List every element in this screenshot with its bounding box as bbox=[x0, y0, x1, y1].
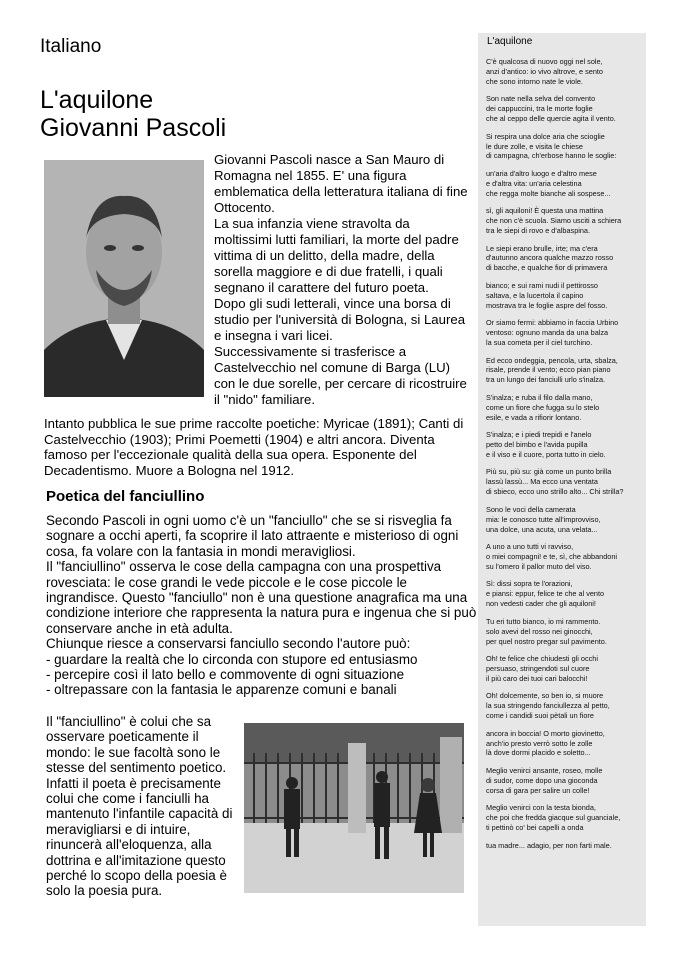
poem-stanza: un'aria d'altro luogo e d'altro mese e d'altra vita: un'aria celestina che regga molte bianche ali sospese... bbox=[486, 168, 611, 198]
bio-paragraph-publications: Intanto pubblica le sue prime raccolte poetiche: Myricae (1891); Canti di Castelvecchio (1903); Primi Poemetti (1904) e altri ancora. Diventa famoso per l'eccezionale qualità della sua opera. Esponente del Decadentismo. Muore a Bologna nel 1912. bbox=[44, 416, 464, 478]
poem-stanza: ancora in boccia! O morto giovinetto, anch'io presto verrò sotto le zolle là dove dormi placido e soletto... bbox=[486, 728, 605, 758]
poem-body bbox=[486, 57, 644, 858]
bio-paragraph: Successivamente si trasferisce a Castelvecchio nel comune di Barga (LU) con le due sorelle, per cercare di ricostruire il "nido" familiare. bbox=[214, 344, 467, 407]
title-line-poem: L'aquilone bbox=[40, 86, 154, 114]
poem-stanza: Meglio venirci ansante, roseo, molle di sudor, come dopo una gioconda corsa di gara per salire un colle! bbox=[486, 765, 603, 795]
author-portrait bbox=[44, 160, 204, 397]
children-photo-drawing bbox=[244, 723, 464, 893]
poetica-bullet: - oltrepassare con la fantasia le apparenze comuni e banali bbox=[46, 682, 397, 698]
bio-paragraph: Giovanni Pascoli nasce a San Mauro di Romagna nel 1855. E' una figura emblematica della letteratura italiana di fine Ottocento. bbox=[214, 152, 468, 215]
poem-stanza: Son nate nella selva del convento dei cappuccini, tra le morte foglie che al ceppo delle quercie agita il vento. bbox=[486, 94, 616, 124]
poetica-bullet: - guardare la realtà che lo circonda con stupore ed entusiasmo bbox=[46, 651, 418, 667]
poem-stanza: Oh! dolcemente, so ben io, si muore la sua stringendo fanciullezza al petto, come i candidi suoi pètali un fiore bbox=[486, 691, 610, 721]
fanciullino-paragraph: Il "fanciullino" è colui che sa osservare poeticamente il mondo: le sue facoltà sono le stesse del sentimento poetico. Infatti il poeta è precisamente colui che come i fanciulli ha mantenuto l'infantile capacità di meravigliarsi e di intuire, rinuncerà all'eloquenza, alla dottrina e all'imitazione questo perché lo scopo della poesia è solo la poesia pura. bbox=[46, 714, 233, 899]
page-title bbox=[40, 86, 226, 142]
poem-stanza: Si respira una dolce aria che scioglie le dure zolle, e visita le chiese di campagna, ch'erbose hanno le soglie: bbox=[486, 131, 617, 161]
poem-stanza: Meglio venirci con la testa bionda, che poi che fredda giacque sul guanciale, ti pettinò co' bei capelli a onda bbox=[486, 803, 621, 833]
poetica-paragraph: Il "fanciullino" osserva le cose della campagna con una prospettiva rovesciata: le cose grandi le vede piccole e le cose piccole le ingrandisce. Questo "fanciullo" non è una questione anagrafica ma una condizione interiore che rappresenta la natura pura e ingenua che si può conservare anche in età adulta. bbox=[46, 559, 477, 636]
poetica-section bbox=[46, 513, 478, 698]
poem-stanza: Sono le voci della camerata mia: le conosco tutte all'improvviso, una dolce, una acuta, una velata... bbox=[486, 504, 601, 534]
poem-stanza: Or siamo fermi: abbiamo in faccia Urbino ventoso: ognuno manda da una balza la sua cometa per il ciel turchino. bbox=[486, 318, 619, 347]
poem-stanza: Ed ecco ondeggia, pencola, urta, sbalza, risale, prende il vento; ecco pian piano tra un lungo dei fanciulli urlo s'inalza. bbox=[486, 355, 618, 385]
poem-stanza: bianco; e sui rami nudi il pettirosso saltava, e la lucertola il capino mostrava tra le foglie aspre del fosso. bbox=[486, 280, 608, 310]
children-photo bbox=[244, 723, 464, 893]
poem-stanza: C'è qualcosa di nuovo oggi nel sole, anzi d'antico: io vivo altrove, e sento che sono intorno nate le viole. bbox=[486, 57, 603, 86]
poem-stanza: Le siepi erano brulle, irte; ma c'era d'autunno ancora qualche mazzo rosso di bacche, e qualche fior di primavera bbox=[486, 243, 614, 273]
poem-stanza: A uno a uno tutti vi ravviso, o miei compagni! e te, sì, che abbandoni su l'omero il pallor muto del viso. bbox=[486, 542, 618, 571]
poem-stanza: S'inalza; e ruba il filo dalla mano, come un fiore che fugga su lo stelo esile, e vada a rifiorir lontano. bbox=[486, 392, 600, 422]
bio-column bbox=[214, 152, 470, 408]
poem-title: L'aquilone bbox=[487, 36, 533, 47]
poem-stanza: sì, gli aquiloni! È questa una mattina che non c'è scuola. Siamo usciti a schiera tra le siepi di rovo e d'albaspina. bbox=[486, 206, 622, 236]
poem-stanza: Tu eri tutto bianco, io mi rammento. solo avevi del rosso nei ginocchi, per quel nostro pregar sul pavimento. bbox=[486, 616, 607, 646]
poem-stanza: Più su, più su: già come un punto brilla lassù lassù... Ma ecco una ventata di sbieco, ecco uno strillo alto... Chi strilla? bbox=[486, 467, 624, 497]
poetica-paragraph: Chiunque riesce a conservarsi fanciullo secondo l'autore può: bbox=[46, 636, 411, 652]
bio-paragraph: La sua infanzia viene stravolta da moltissimi lutti familiari, la morte del padre vittima di un delitto, della madre, della sorella maggiore e di due fratelli, i quali segnano il carattere del futuro poeta. bbox=[214, 216, 459, 295]
section-heading: Poetica del fanciullino bbox=[46, 488, 205, 505]
poetica-paragraph: Secondo Pascoli in ogni uomo c'è un "fanciullo" che se si risveglia fa sognare a occhi aperti, fa scoprire il lato attraente e misterioso di ogni cosa, fa volare con la fantasia in mondi meravigliosi. bbox=[46, 513, 459, 559]
poem-stanza: tua madre... adagio, per non farti male. bbox=[486, 840, 612, 850]
portrait-drawing bbox=[44, 160, 204, 397]
subject-label: Italiano bbox=[40, 36, 102, 57]
poem-stanza: Sì: dissi sopra te l'orazioni, e piansi: eppur, felice te che al vento non vedesti cader che gli aquiloni! bbox=[486, 579, 605, 609]
title-line-author: Giovanni Pascoli bbox=[40, 114, 227, 142]
poem-stanza: S'inalza; e i piedi trepidi e l'anelo petto del bimbo e l'avida pupilla e il viso e il cuore, porta tutto in cielo. bbox=[486, 430, 606, 459]
poem-stanza: Oh! te felice che chiudesti gli occhi persuaso, stringendoti sul cuore il più caro dei tuoi cari balocchi! bbox=[486, 654, 598, 683]
bio-paragraph: Dopo gli sudi letterali, vince una borsa di studio per l'università di Bologna, si Laurea e insegna i vari licei. bbox=[214, 296, 466, 343]
poetica-bullet: - percepire così il lato bello e commovente di ogni situazione bbox=[46, 667, 405, 683]
